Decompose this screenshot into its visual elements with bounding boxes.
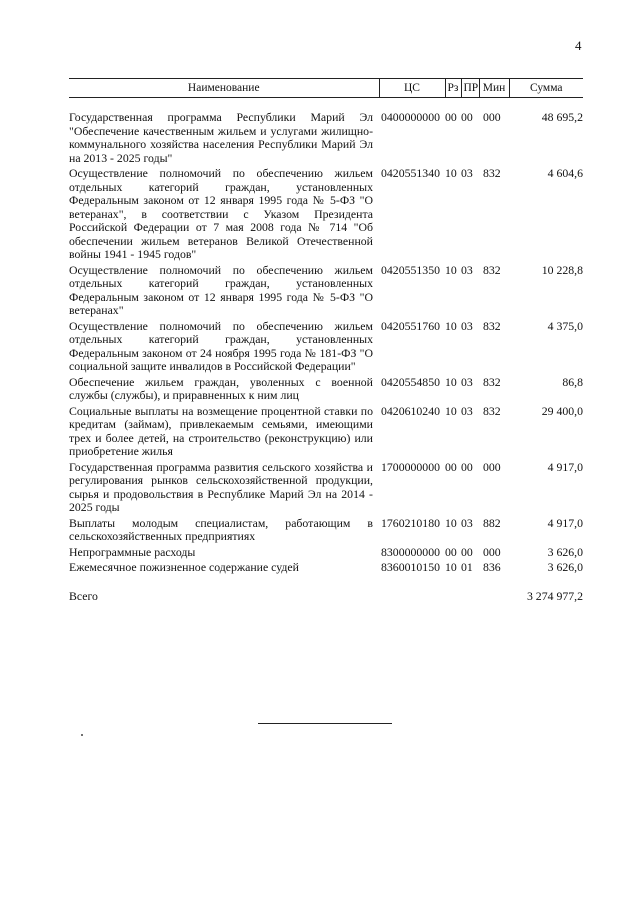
row-sum: 4 917,0 bbox=[547, 515, 583, 530]
total-label: Всего bbox=[69, 588, 98, 603]
row-rz: 10 bbox=[445, 560, 457, 574]
row-sum: 48 695,2 bbox=[541, 110, 583, 124]
row-cs: 0420551340 bbox=[381, 166, 440, 180]
row-sum: 86,8 bbox=[562, 374, 583, 389]
table-row bbox=[69, 263, 583, 319]
row-sum: 4 917,0 bbox=[547, 459, 583, 474]
scan-speck bbox=[81, 734, 83, 736]
row-min: 000 bbox=[483, 459, 501, 474]
row-min: 832 bbox=[483, 374, 501, 389]
row-rz: 00 bbox=[445, 110, 457, 124]
budget-table bbox=[69, 78, 583, 604]
table-row bbox=[69, 404, 583, 460]
row-name: Осуществление полномочий по обеспечению жильем отдельных категорий граждан, установленных Федеральным законом от 24 ноября 1995 года № 181-ФЗ "О социальной защите инвалидов в Российской Федерации" bbox=[69, 318, 373, 373]
row-name: Непрограммные расходы bbox=[69, 544, 196, 559]
row-name: Государственная программа Республики Марий Эл "Обеспечение качественным жильем и услугами жилищно-коммунального хозяйства населения Республики Марий Эл на 2013 - 2025 годы" bbox=[69, 110, 373, 165]
row-cs: 0400000000 bbox=[381, 110, 440, 124]
row-min: 832 bbox=[483, 403, 501, 418]
row-pr: 00 bbox=[461, 110, 473, 124]
table-row bbox=[69, 319, 583, 375]
row-cs: 0420554850 bbox=[381, 374, 440, 389]
row-cs: 8360010150 bbox=[381, 560, 440, 574]
row-min: 836 bbox=[483, 560, 501, 574]
row-sum: 3 626,0 bbox=[547, 544, 583, 559]
closing-line bbox=[258, 723, 392, 724]
row-sum: 29 400,0 bbox=[541, 403, 583, 418]
table-row bbox=[69, 110, 583, 166]
row-cs: 0420610240 bbox=[381, 403, 440, 418]
page-number: 4 bbox=[575, 38, 582, 53]
row-sum: 4 604,6 bbox=[547, 166, 583, 180]
row-cs: 0420551350 bbox=[381, 262, 440, 277]
row-min: 882 bbox=[483, 515, 501, 530]
row-pr: 03 bbox=[461, 262, 473, 277]
table-header-row bbox=[69, 79, 583, 98]
row-sum: 10 228,8 bbox=[541, 262, 583, 277]
header-min: Мин bbox=[479, 79, 509, 98]
row-name: Социальные выплаты на возмещение процентной ставки по кредитам (займам), привлекаемым семьями, имеющими трех и более детей, на строительство (реконструкцию) или приобретение жилья bbox=[69, 403, 373, 458]
row-pr: 03 bbox=[461, 403, 473, 418]
row-cs: 1760210180 bbox=[381, 515, 440, 530]
row-rz: 10 bbox=[445, 374, 457, 389]
table-row bbox=[69, 516, 583, 545]
header-cs: ЦС bbox=[379, 79, 445, 98]
row-rz: 00 bbox=[445, 544, 457, 559]
table-row bbox=[69, 166, 583, 263]
row-cs: 1700000000 bbox=[381, 459, 440, 474]
row-pr: 03 bbox=[461, 318, 473, 333]
row-min: 000 bbox=[483, 110, 501, 124]
row-min: 832 bbox=[483, 318, 501, 333]
table-row bbox=[69, 460, 583, 516]
row-name: Государственная программа развития сельского хозяйства и регулирования рынков сельскохозяйственной продукции, сырья и продовольствия в Республике Марий Эл на 2014 - 2025 годы bbox=[69, 459, 373, 514]
row-cs: 0420551760 bbox=[381, 318, 440, 333]
row-pr: 00 bbox=[461, 544, 473, 559]
row-rz: 10 bbox=[445, 515, 457, 530]
total-sum: 3 274 977,2 bbox=[526, 588, 583, 603]
header-pr: ПР bbox=[461, 79, 479, 98]
row-pr: 03 bbox=[461, 374, 473, 389]
table-row bbox=[69, 560, 583, 576]
row-name: Осуществление полномочий по обеспечению жильем отдельных категорий граждан, установленных Федеральным законом от 12 января 1995 года № 5-ФЗ "О ветеранах" bbox=[69, 262, 373, 317]
row-rz: 10 bbox=[445, 262, 457, 277]
row-min: 000 bbox=[483, 544, 501, 559]
row-cs: 8300000000 bbox=[381, 544, 440, 559]
row-name: Выплаты молодым специалистам, работающим в сельскохозяйственных предприятиях bbox=[69, 515, 373, 543]
row-pr: 00 bbox=[461, 459, 473, 474]
row-pr: 03 bbox=[461, 166, 473, 180]
table-row bbox=[69, 545, 583, 561]
row-name: Осуществление полномочий по обеспечению жильем отдельных категорий граждан, установленных Федеральным законом от 12 января 1995 года № 5-ФЗ "О ветеранах", в соответствии с Указом Президента Российской Федерации от 7 мая 2008 года № 714 "Об обеспечении жильем ветеранов Великой Отечественной войны 1941 - 1945 годов" bbox=[69, 166, 373, 261]
row-pr: 01 bbox=[461, 560, 473, 574]
header-name: Наименование bbox=[69, 79, 379, 98]
table-row bbox=[69, 375, 583, 404]
header-sum: Сумма bbox=[509, 79, 583, 98]
row-min: 832 bbox=[483, 166, 501, 180]
row-rz: 10 bbox=[445, 403, 457, 418]
row-pr: 03 bbox=[461, 515, 473, 530]
row-rz: 10 bbox=[445, 166, 457, 180]
row-name: Обеспечение жильем граждан, уволенных с военной службы (службы), и приравненных к ним лиц bbox=[69, 374, 373, 402]
row-rz: 10 bbox=[445, 318, 457, 333]
total-row bbox=[69, 576, 583, 605]
header-rz: Рз bbox=[445, 79, 461, 98]
row-name: Ежемесячное пожизненное содержание судей bbox=[69, 560, 299, 574]
row-sum: 3 626,0 bbox=[547, 560, 583, 574]
row-sum: 4 375,0 bbox=[547, 318, 583, 333]
row-min: 832 bbox=[483, 262, 501, 277]
row-rz: 00 bbox=[445, 459, 457, 474]
